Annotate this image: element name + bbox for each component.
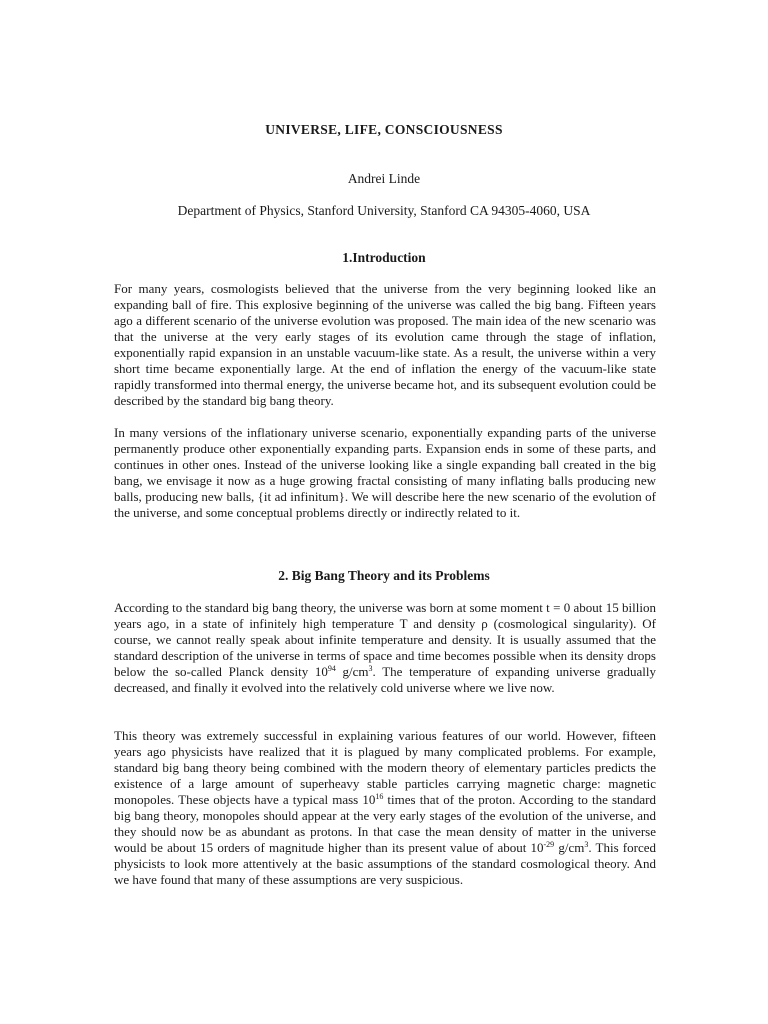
superscript: 3 — [584, 840, 589, 849]
paper-affiliation: Department of Physics, Stanford University, Stanford CA 94305-4060, USA — [177, 203, 591, 218]
paragraph-text: g/cm — [335, 664, 369, 679]
paragraph: In many versions of the inflationary universe scenario, exponentially expanding parts of the universe permanently produce other exponentially expanding parts. Expansion ends in some of these parts, and continues in other ones. Instead of the universe looking like a single expanding ball created in the big bang, we envisage it now as a huge growing fractal consisting of many inflating balls producing new balls, producing new balls, {it ad infinitum}. We will describe here the new scenario of the evolution of the universe, and some conceptual problems directly or indirectly related to it. — [114, 425, 656, 520]
paper-author: Andrei Linde — [347, 171, 421, 186]
paper-title: UNIVERSE, LIFE, CONSCIOUSNESS — [265, 122, 503, 137]
paragraph: For many years, cosmologists believed that the universe from the very beginning looked like an expanding ball of fire. This explosive beginning of the universe was called the big bang. Fifteen years ago a different scenario of the universe evolution was proposed. The main idea of the new scenario was that the universe at the very early stages of its evolution came through the stage of inflation, exponentially rapid expansion in an unstable vacuum-like state. As a result, the universe within a very short time became exponentially large. At the end of inflation the energy of the vacuum-like state rapidly transformed into thermal energy, the universe became hot, and its subsequent evolution could be described by the standard big bang theory. — [114, 281, 656, 408]
paragraph-text: . This forced physicists to look more attentively at the basic assumptions of the standard cosmological theory. And we have found that many of these assumptions are very suspicious. — [114, 840, 657, 887]
paragraph-text: . The temperature of expanding universe gradually decreased, and finally it evolved into the relatively cold universe where we live now. — [114, 664, 656, 695]
paragraph-text: This theory was extremely successful in explaining various features of our world. However, fifteen years ago physicists have realized that it is plagued by many complicated problems. For example, standard big bang theory being combined with the modern theory of elementary particles predicts the existence of a large amount of superheavy stable particles carrying magnetic charge: magnetic monopoles. These objects have a typical mass 10 — [114, 728, 656, 807]
superscript: 16 — [375, 792, 384, 801]
paragraph-text: According to the standard big bang theory, the universe was born at some moment t = 0 about 15 billion years ago, in a state of infinitely high temperature T and density ρ (cosmological singularity). Of course, we cannot really speak about infinite temperature and density. It is usually assumed that the standard description of the universe in terms of space and time becomes possible when its density drops below the so-called Planck density 10 — [114, 600, 656, 679]
paragraph — [114, 728, 656, 888]
section-heading-introduction: 1.Introduction — [342, 250, 426, 265]
superscript: -29 — [543, 840, 555, 849]
paragraph — [114, 600, 656, 696]
paragraph-text: g/cm — [554, 840, 585, 855]
paragraph-text: times that of the proton. According to the standard big bang theory, monopoles should appear at the very early stages of the evolution of the universe, and they should now be as abundant as protons. In that case the mean density of matter in the universe would be about 15 orders of magnitude higher than its present value of about 10 — [114, 792, 656, 855]
superscript: 3 — [368, 664, 373, 673]
section-heading-big-bang: 2. Big Bang Theory and its Problems — [278, 568, 490, 583]
superscript: 94 — [327, 664, 336, 673]
